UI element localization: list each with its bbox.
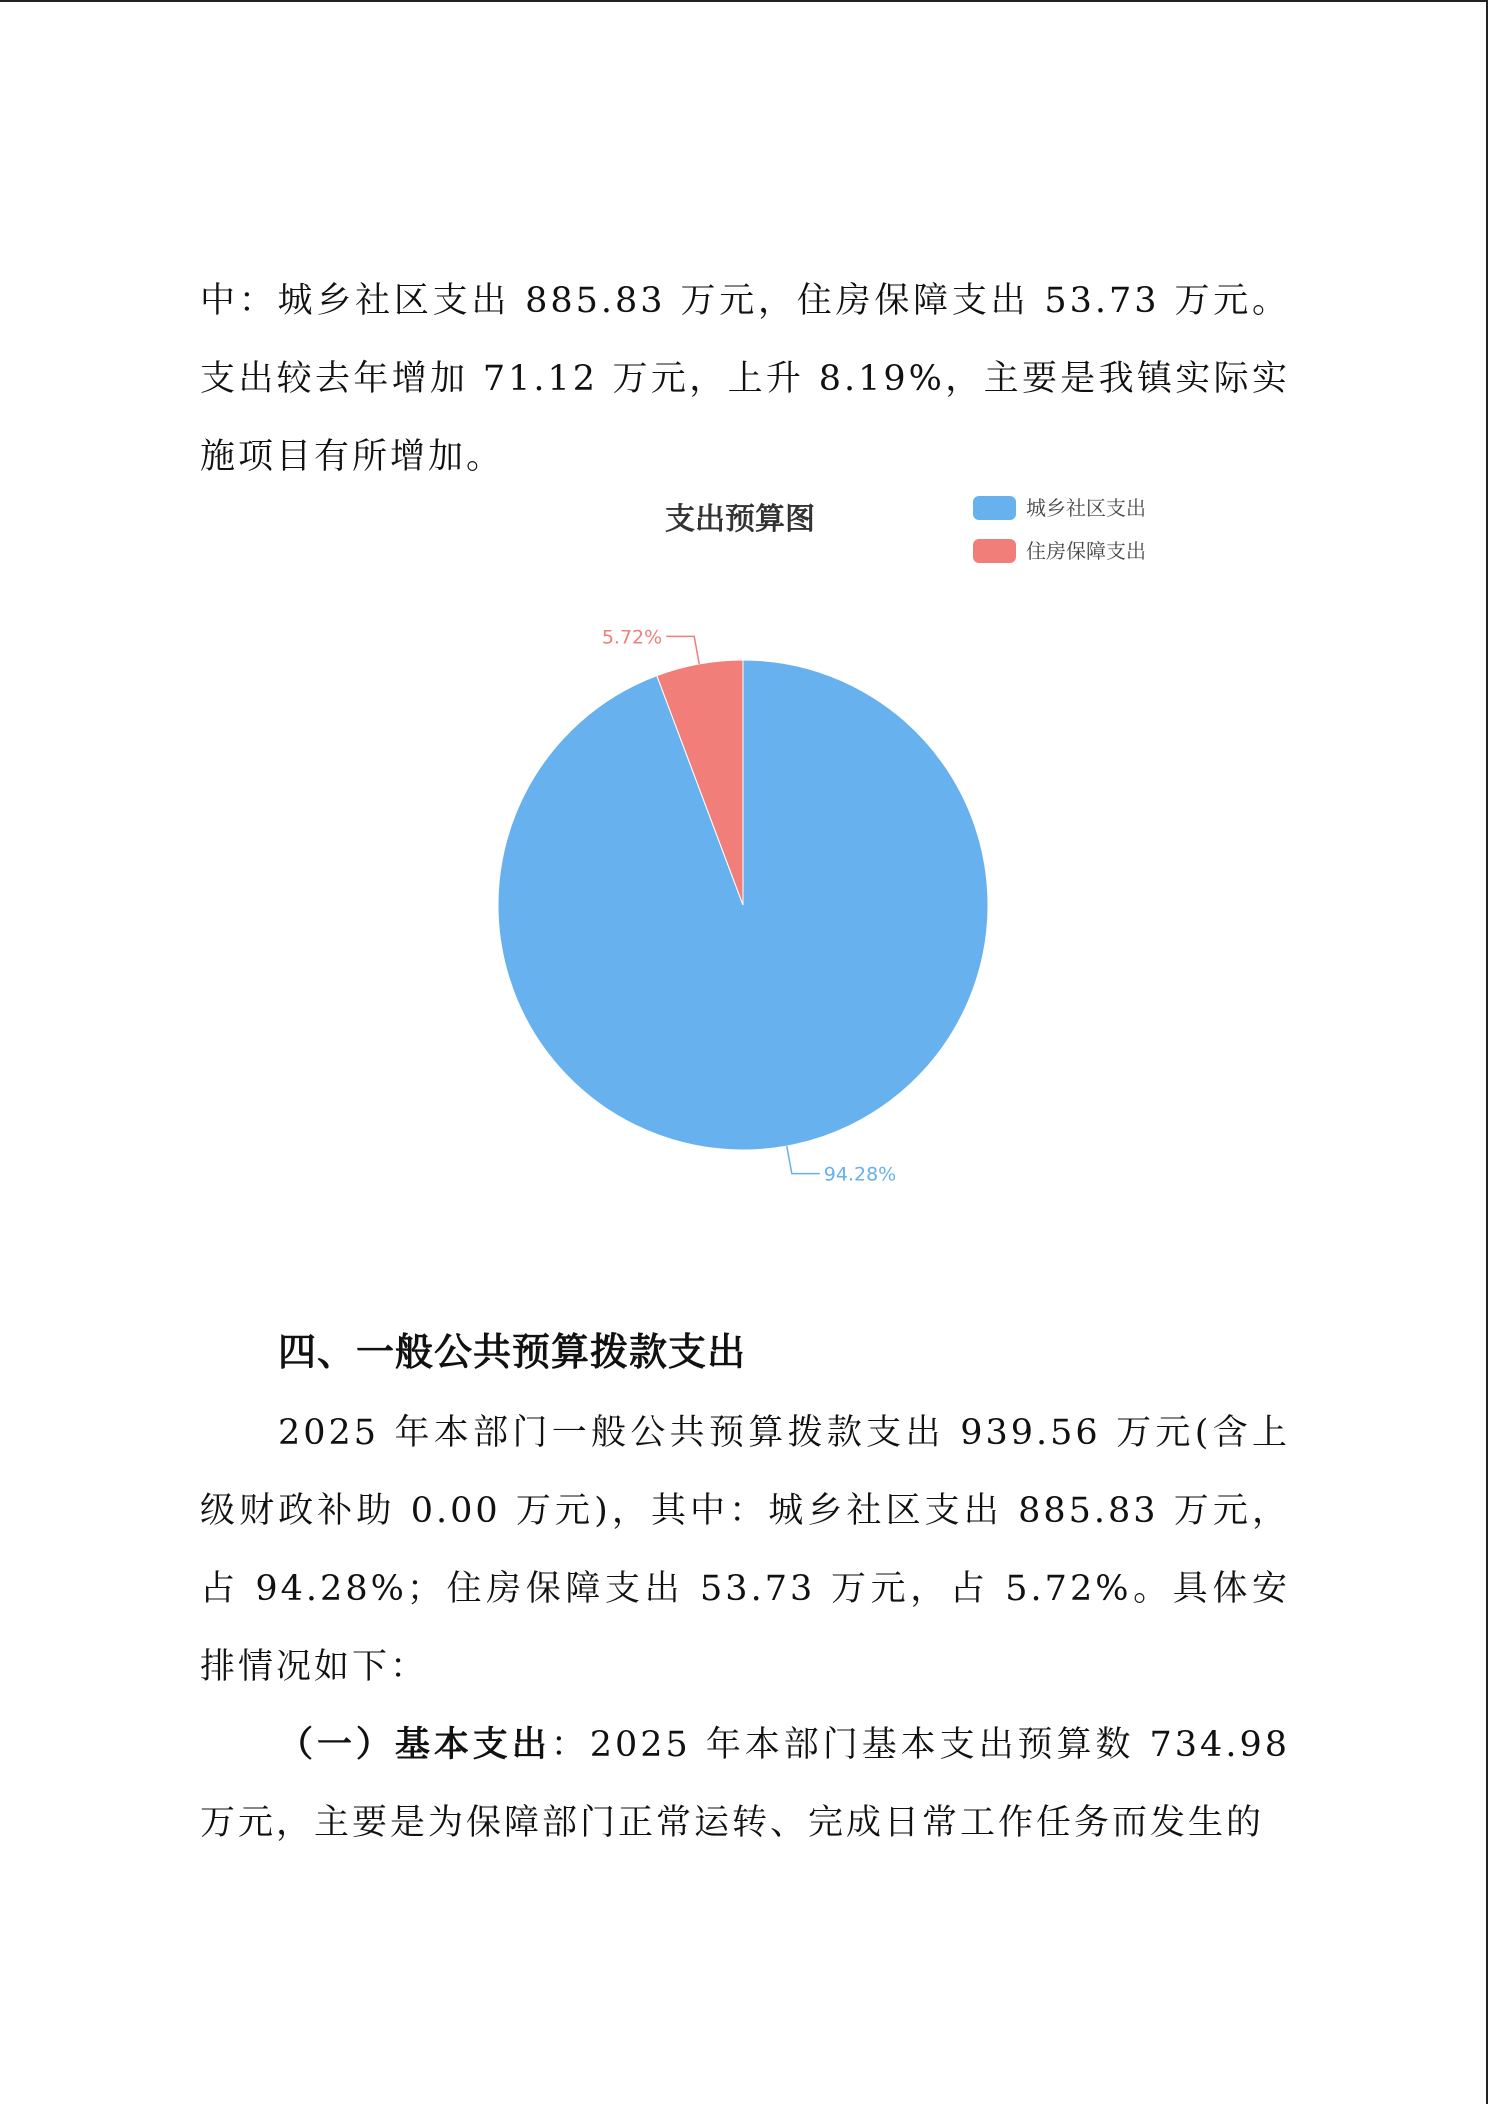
pie-leader-line-1 xyxy=(787,1146,820,1174)
chart-title: 支出预算图 xyxy=(665,502,815,537)
legend-label-2: 住房保障支出 xyxy=(1026,539,1146,563)
legend-swatch-1 xyxy=(973,496,1016,520)
legend-swatch-2 xyxy=(973,539,1016,563)
pie-label-1: 94.28% xyxy=(823,1163,897,1186)
paragraph-city-community-intro: 中：城乡社区支出 885.83 万元，住房保障支出 53.73 万元。支出较去年增加 71.12 万元，上升 8.19%，主要是我镇实际实施项目有所增加。 xyxy=(200,281,1290,477)
paragraph-general-budget: 2025 年本部门一般公共预算拨款支出 939.56 万元(含上级财政补助 0.00 万元)，其中：城乡社区支出 885.83 万元，占 94.28%；住房保障支出 53.73 万元，占 5.72%。具体安排情况如下： xyxy=(200,1413,1290,1687)
basic-expenditure-label: （一）基本支出 xyxy=(278,1724,551,1765)
page-top-border xyxy=(0,0,1488,2)
pie-chart-svg xyxy=(460,480,1220,1220)
pie-label-2: 5.72% xyxy=(601,626,663,649)
expenditure-pie-chart xyxy=(460,480,1220,1220)
pie-leader-line-2 xyxy=(666,636,699,664)
legend-label-1: 城乡社区支出 xyxy=(1026,496,1146,520)
paragraph-basic-expenditure xyxy=(200,1706,1290,1862)
chart-legend xyxy=(973,496,1146,563)
pie-slices xyxy=(498,660,988,1150)
basic-expenditure-text: ：2025 年本部门基本支出预算数 734.98 万元，主要是为保障部门正常运转、完成日常工作任务而发生的 xyxy=(200,1725,1290,1843)
section-heading-general-budget: 四、一般公共预算拨款支出 xyxy=(278,1330,747,1374)
